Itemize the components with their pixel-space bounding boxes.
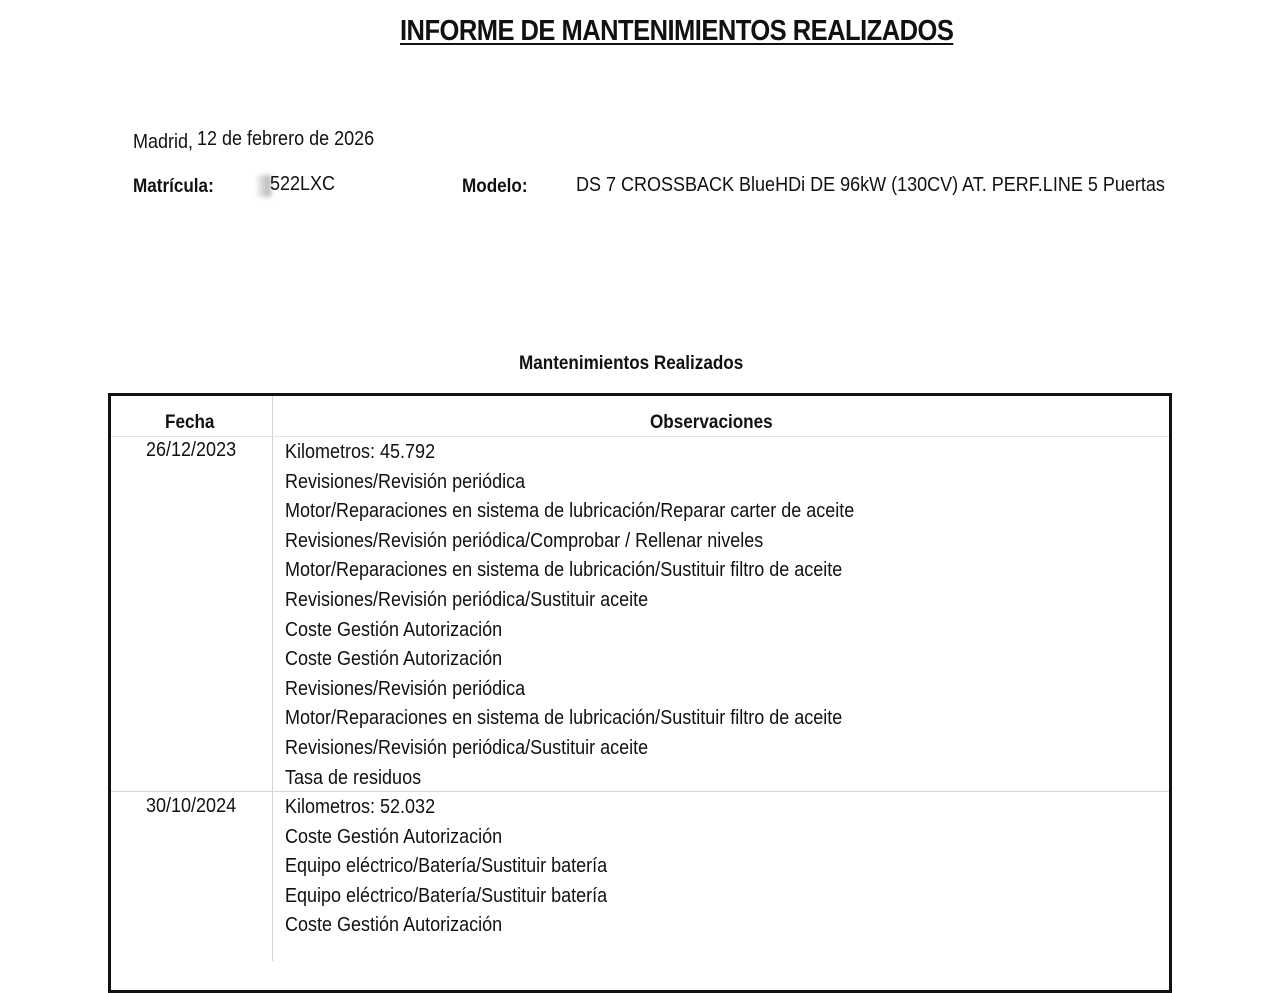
header-date: Fecha <box>165 412 215 433</box>
observation-item: Kilometros: 45.792 <box>285 441 436 463</box>
observation-item: Revisiones/Revisión periódica <box>285 470 526 493</box>
observation-item: Motor/Reparaciones en sistema de lubricación/Sustituir filtro de aceite <box>285 707 843 730</box>
report-title: INFORME DE MANTENIMIENTOS REALIZADOS <box>400 15 954 47</box>
observation-item: Motor/Reparaciones en sistema de lubricación/Sustituir filtro de aceite <box>285 559 843 582</box>
observation-item: Coste Gestión Autorización <box>285 618 503 641</box>
model-label: Modelo: <box>462 176 528 197</box>
observation-item: Motor/Reparaciones en sistema de lubricación/Reparar carter de aceite <box>285 500 855 523</box>
header-observations: Observaciones <box>650 412 773 433</box>
header-divider <box>111 436 1169 437</box>
observation-item: Equipo eléctrico/Batería/Sustituir batería <box>285 884 608 907</box>
report-date: 12 de febrero de 2026 <box>197 128 375 150</box>
place-label: Madrid, <box>133 131 194 153</box>
observation-item: Revisiones/Revisión periódica/Sustituir aceite <box>285 588 649 611</box>
row-1-date: 26/12/2023 <box>146 439 237 461</box>
model-value-clip <box>576 172 1173 200</box>
model-value: DS 7 CROSSBACK BlueHDi DE 96kW (130CV) AT. PERF.LINE 5 Puertas <box>576 174 1165 196</box>
plate-redaction <box>255 175 271 197</box>
row-1-observations <box>285 438 918 793</box>
column-divider <box>272 396 273 961</box>
observation-item: Kilometros: 52.032 <box>285 796 436 818</box>
observation-item: Revisiones/Revisión periódica <box>285 677 526 700</box>
observation-item: Equipo eléctrico/Batería/Sustituir batería <box>285 855 608 878</box>
observation-item: Revisiones/Revisión periódica/Comprobar / Rellenar niveles <box>285 529 764 552</box>
observation-item: Tasa de residuos <box>285 766 422 789</box>
row-2-date: 30/10/2024 <box>146 795 237 817</box>
section-title: Mantenimientos Realizados <box>519 353 744 374</box>
plate-label: Matrícula: <box>133 176 214 197</box>
observation-item: Coste Gestión Autorización <box>285 914 503 937</box>
observation-item: Coste Gestión Autorización <box>285 825 503 848</box>
row-2-observations <box>285 793 643 941</box>
observation-item: Revisiones/Revisión periódica/Sustituir aceite <box>285 736 649 759</box>
plate-value: 522LXC <box>270 173 336 195</box>
observation-item: Coste Gestión Autorización <box>285 648 503 671</box>
